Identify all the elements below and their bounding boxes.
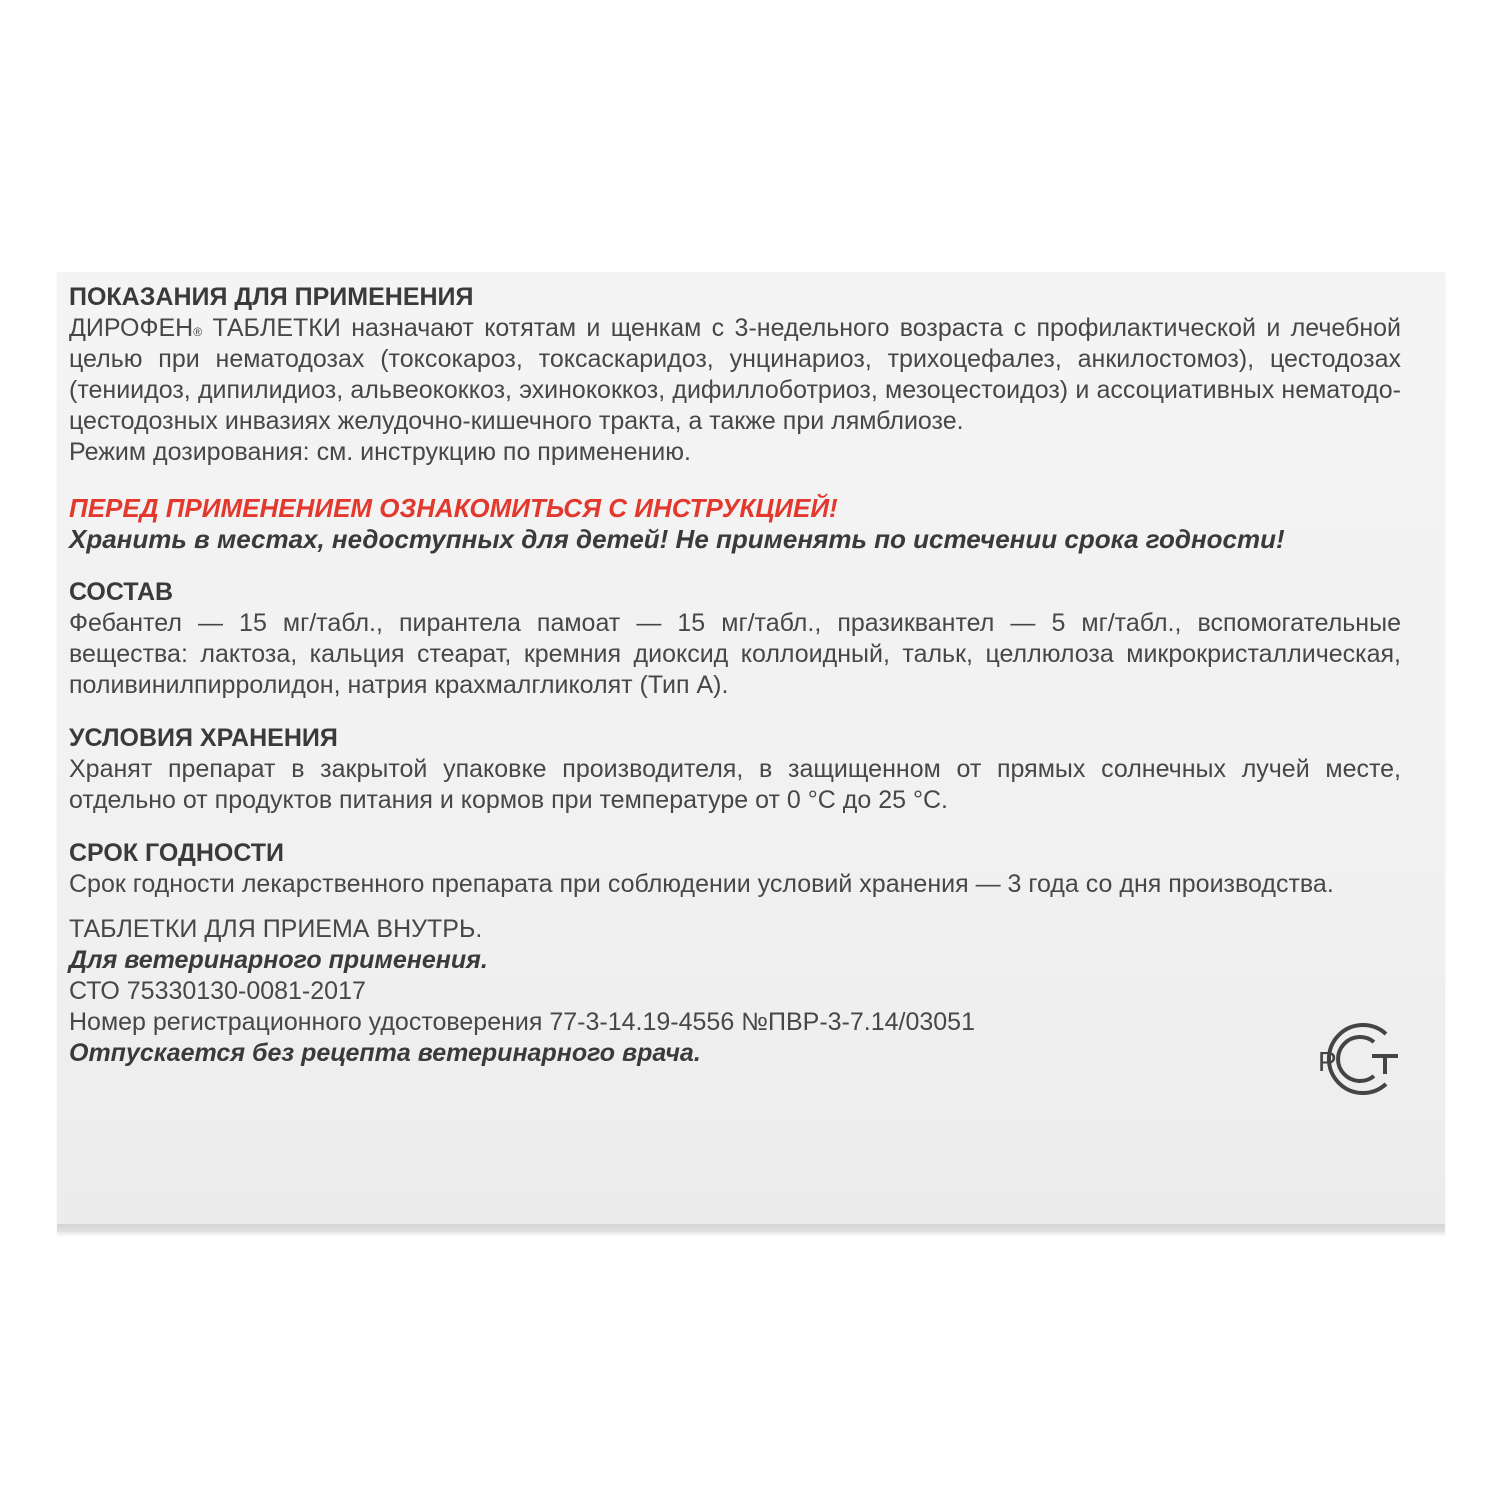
standard-number: СТО 75330130-0081-2017 (69, 977, 366, 1005)
indications-body (69, 313, 1401, 437)
composition-heading: СОСТАВ (69, 578, 174, 606)
registration-number: Номер регистрационного удостоверения 77-3-14.19-4556 №ПВР-3-7.14/03051 (69, 1008, 975, 1036)
composition-body: Фебантел — 15 мг/табл., пирантела памоат — 15 мг/табл., празиквантел — 5 мг/табл., вспомогательные вещества: лактоза, кальция стеарат, кремния диоксид коллоидный, тальк, целлюлоза микрокристаллическая, поливинилпирролидон, натрия крахмалгликолят (Тип А). (69, 609, 1401, 699)
read-instructions-warning: ПЕРЕД ПРИМЕНЕНИЕМ ОЗНАКОМИТЬСЯ С ИНСТРУКЦИЕЙ! (69, 493, 838, 523)
rst-certification-mark-icon (1290, 1020, 1408, 1098)
storage-body: Хранят препарат в закрытой упаковке производителя, в защищенном от прямых солнечных лучей месте, отдельно от продуктов питания и кормов при температуре от 0 °С до 25 °С. (69, 755, 1401, 814)
panel-edge-shadow (57, 1224, 1445, 1238)
registered-mark: ® (193, 325, 203, 339)
dosing-note: Режим дозирования: см. инструкцию по применению. (69, 438, 691, 466)
children-storage-warning: Хранить в местах, недоступных для детей! Не применять по истечении срока годности! (69, 524, 1285, 554)
indications-text: ТАБЛЕТКИ назначают котятам и щенкам с 3-недельного возраста с профилактической и лечебной целью при нематодозах (токсокароз, токсаскаридоз, унцинариоз, трихоцефалез, анкилостомоз), цестодозах (тениидоз, дипилидиоз, альвеококкоз, эхинококкоз, дифиллоботриоз, мезоцестоидоз) и ассоциативных нематодо-цестодозных инвазиях желудочно-кишечного тракта, а также при лямблиозе. (69, 314, 1401, 435)
otc-status: Отпускается без рецепта ветеринарного врача. (69, 1039, 701, 1067)
label-text (69, 282, 1401, 1069)
dosage-form: ТАБЛЕТКИ ДЛЯ ПРИЕМА ВНУТРЬ. (69, 915, 483, 943)
brand-name: ДИРОФЕН (69, 314, 194, 342)
storage-heading: УСЛОВИЯ ХРАНЕНИЯ (69, 724, 338, 752)
cert-letter: Р (1318, 1046, 1337, 1077)
veterinary-use: Для ветеринарного применения. (69, 946, 488, 974)
indications-heading: ПОКАЗАНИЯ ДЛЯ ПРИМЕНЕНИЯ (69, 283, 474, 311)
shelf-life-body: Срок годности лекарственного препарата при соблюдении условий хранения — 3 года со дня производства. (69, 870, 1334, 898)
package-panel (57, 272, 1445, 1232)
shelf-life-heading: СРОК ГОДНОСТИ (69, 839, 284, 867)
